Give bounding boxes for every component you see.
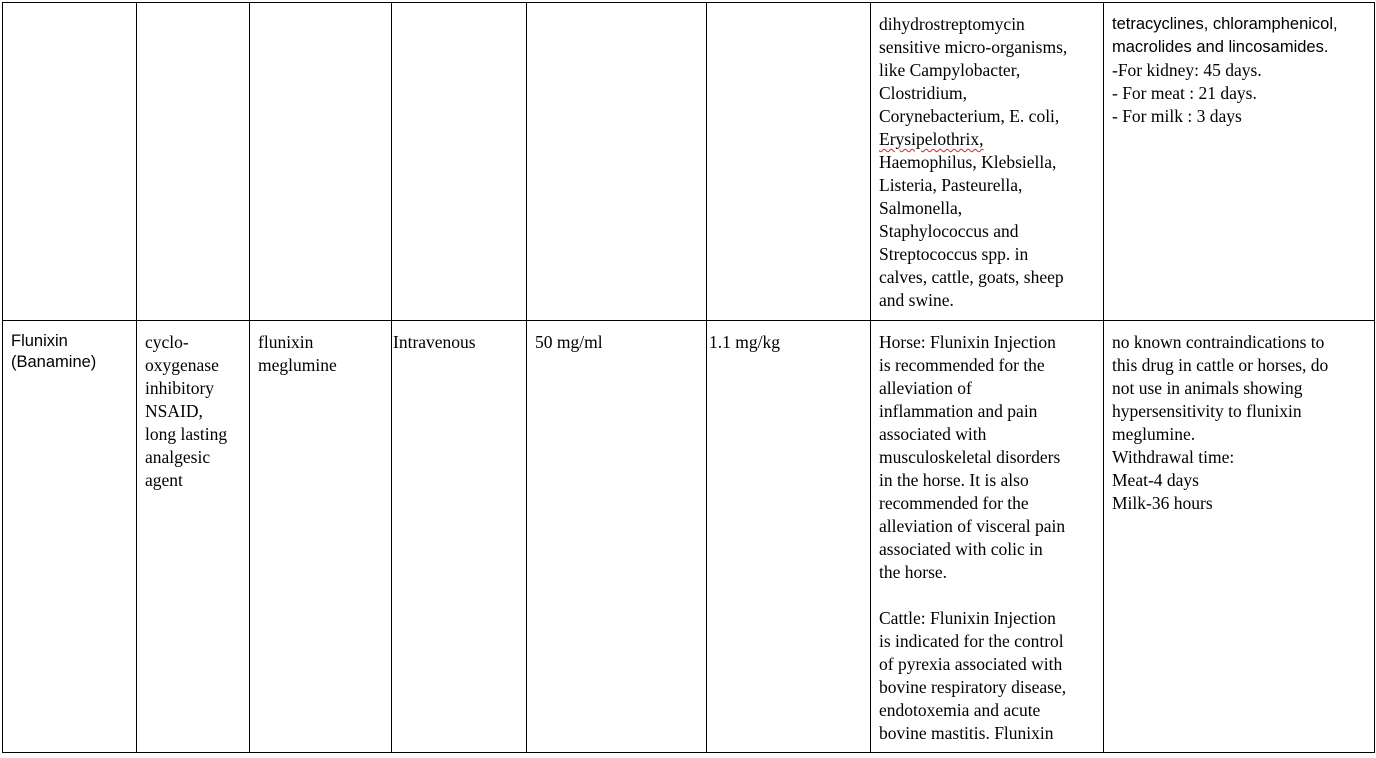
drug-table [2,2,1375,753]
text-line: Clostridium, [879,83,967,103]
route-cell [392,3,527,321]
text-line: inhibitory [145,378,215,398]
text-line: flunixin [258,332,314,352]
text-line: long lasting [145,424,228,444]
text-line: 50 mg/ml [535,332,603,352]
text-line: - For meat : 21 days. [1112,83,1257,103]
text-line: meglumine [258,355,337,375]
text-line: bovine mastitis. Flunixin [879,723,1054,743]
text-line: Meat-4 days [1112,470,1199,490]
text-line: associated with [879,424,987,444]
text-line: no known contraindications to [1112,332,1325,352]
text-line: not use in animals showing [1112,378,1303,398]
text-line: and swine. [879,290,954,310]
text-line: Milk-36 hours [1112,493,1213,513]
table-row [3,321,1375,753]
text-line: Withdrawal time: [1112,447,1235,467]
text-line: cyclo- [145,332,189,352]
active-ingredient-cell [250,321,392,753]
text-line: hypersensitivity to flunixin [1112,401,1302,421]
text-line: Horse: Flunixin Injection [879,332,1056,352]
drug-class-cell [137,3,250,321]
text-line: Streptococcus spp. in [879,244,1029,264]
text-line: 1.1 mg/kg [709,332,780,352]
text-line: meglumine. [1112,424,1196,444]
text-line: Listeria, Pasteurella, [879,175,1023,195]
text-line: - For milk : 3 days [1112,106,1242,126]
text-line: Salmonella, [879,198,963,218]
dose-cell [707,3,871,321]
text-line: is indicated for the control [879,631,1064,651]
dose-cell [707,321,871,753]
text-line: endotoxemia and acute [879,700,1041,720]
text-line: in the horse. It is also [879,470,1029,490]
concentration-cell [527,321,707,753]
text-line: analgesic [145,447,211,467]
text-line: Haemophilus, Klebsiella, [879,152,1057,172]
text-line: recommended for the [879,493,1029,513]
text-line: alleviation of visceral pain [879,516,1066,536]
text-line: of pyrexia associated with [879,654,1063,674]
text-line: tetracyclines, chloramphenicol, [1112,15,1338,33]
text-line: calves, cattle, goats, sheep [879,267,1064,287]
text-line: this drug in cattle or horses, do [1112,355,1329,375]
text-line: dihydrostreptomycin [879,14,1025,34]
text-line: like Campylobacter, [879,60,1021,80]
text-line: NSAID, [145,401,203,421]
text-line: inflammation and pain [879,401,1038,421]
text-line: Flunixin [11,332,68,350]
misspelled-word: Erysipelothrix, [879,129,984,149]
route-cell [392,321,527,753]
text-line: alleviation of [879,378,972,398]
text-line: is recommended for the [879,355,1045,375]
drug-class-cell [137,321,250,753]
concentration-cell [527,3,707,321]
table-row [3,3,1375,321]
text-line: sensitive micro-organisms, [879,37,1068,57]
text-line: Cattle: Flunixin Injection [879,608,1056,628]
text-line: (Banamine) [11,353,97,371]
text-line: musculoskeletal disorders [879,447,1061,467]
text-line: agent [145,470,183,490]
notes-cell [1104,3,1375,321]
text-line: associated with colic in [879,539,1043,559]
text-line: Corynebacterium, E. coli, [879,106,1060,126]
active-ingredient-cell [250,3,392,321]
indications-cell [871,321,1104,753]
text-line: bovine respiratory disease, [879,677,1067,697]
drug-name-cell [3,3,137,321]
drug-name-cell [3,321,137,753]
notes-cell [1104,321,1375,753]
text-line: Staphylococcus and [879,221,1019,241]
paragraph-gap [879,584,1095,607]
text-line: -For kidney: 45 days. [1112,60,1262,80]
text-line: macrolides and lincosamides. [1112,38,1329,56]
indications-cell [871,3,1104,321]
text-line: oxygenase [145,355,219,375]
text-line: Intravenous [393,332,476,352]
text-line: the horse. [879,562,948,582]
